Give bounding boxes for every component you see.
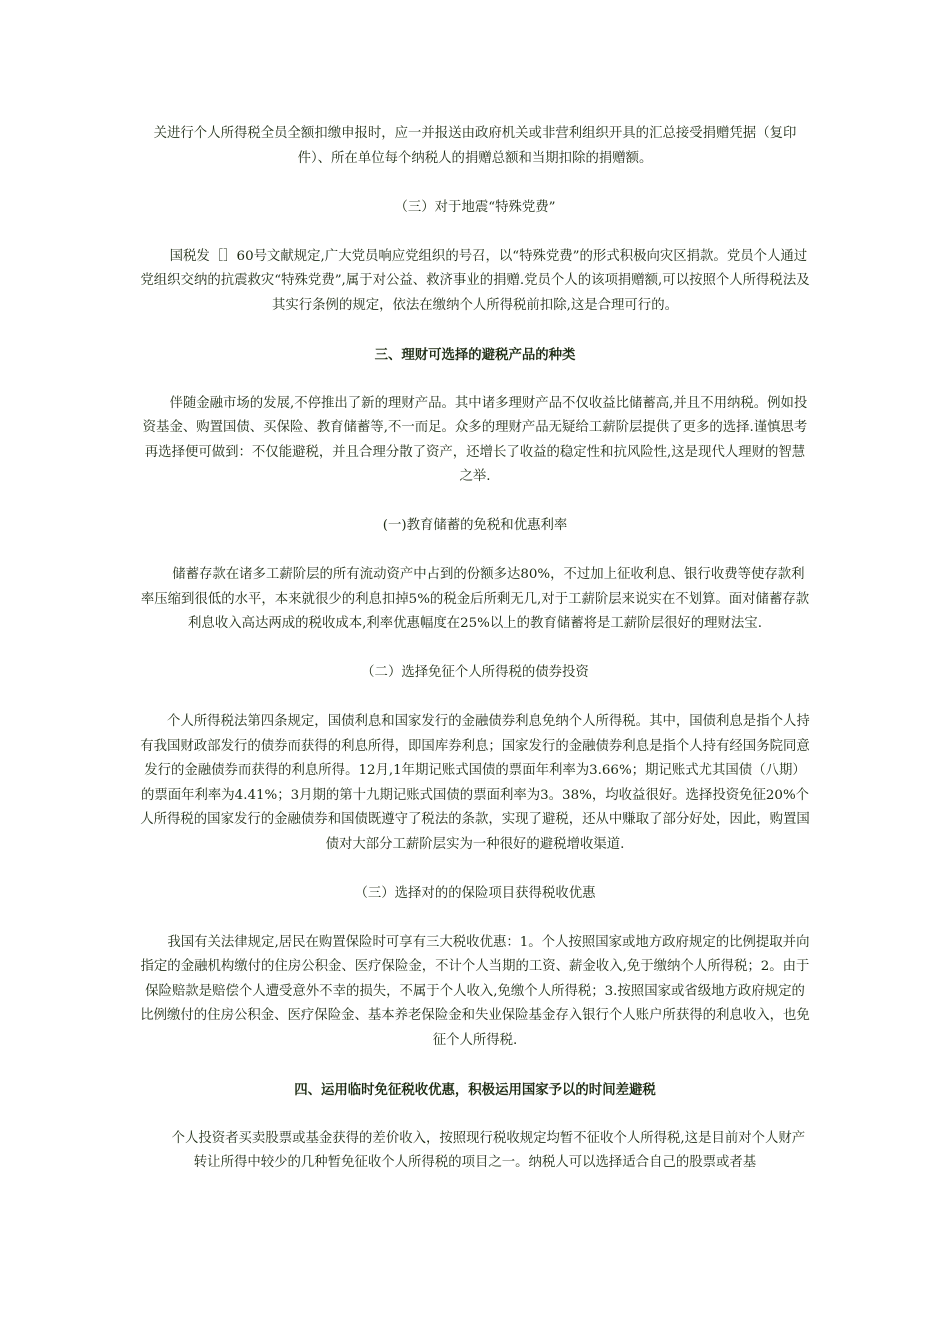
- subheading-education-savings: (一)教育储蓄的免税和优惠利率: [382, 518, 568, 533]
- paragraph-donation-report: 关进行个人所得税全员全额扣缴申报时，应一并报送由政府机关或非营利组织开具的汇总接受捐赠凭据（复印件）、所在单位每个纳税人的捐赠总额和当期扣除的捐赠额。: [153, 126, 797, 166]
- section-heading-3: 三、理财可选择的避税产品的种类: [374, 346, 576, 363]
- paragraph-stock-fund: 个人投资者买卖股票或基金获得的差价收入，按照现行税收规定均暂不征收个人所得税,这是目前对个人财产转让所得中较少的几种暂免征收个人所得税的项目之一。纳税人可以选择适合自己的股票或者基: [171, 1130, 806, 1170]
- document-page: [140, 122, 810, 1176]
- subheading-special-party-fee: （三）对于地震“特殊党费”: [394, 199, 556, 215]
- subheading-bond-investment: （二）选择免征个人所得税的债券投资: [361, 665, 589, 680]
- subheading-insurance: （三）选择对的的保险项目获得税收优惠: [354, 885, 596, 901]
- paragraph-special-party-fee: 国税发［］60号文献规定,广大党员响应党组织的号召，以“特殊党费”的形式积极向灾区捐款。党员个人通过党组织交纳的抗震救灾“特殊党费”,属于对公益、救济事业的捐赠.党员个人的该项捐赠额,可以按照个人所得税法及其实行条例的规定，依法在缴纳个人所得税前扣除,这是合理可行的。: [140, 248, 810, 313]
- paragraph-bond-investment: 个人所得税法第四条规定，国债利息和国家发行的金融债券利息免纳个人所得税。其中，国债利息是指个人持有我国财政部发行的债券而获得的利息所得，即国库券利息；国家发行的金融债券利息是指个人持有经国务院同意发行的金融债券而获得的利息所得。12月,1年期记账式国债的票面年利率为3.66%；期记账式尤其国债（八期）的票面年利率为4.41%；3月期的第十九期记账式国债的票面利率为3。38%，均收益很好。选择投资免征20%个人所得税的国家发行的金融债券和国债既遵守了税法的条款，实现了避税，还从中赚取了部分好处，因此，购置国债对大部分工薪阶层实为一种很好的避税增收渠道.: [140, 714, 810, 852]
- paragraph-insurance: 我国有关法律规定,居民在购置保险时可享有三大税收优惠：1。个人按照国家或地方政府规定的比例提取并向指定的金融机构缴付的住房公积金、医疗保险金，不计个人当期的工资、薪金收入,免于缴纳个人所得税；2。由于保险赔款是赔偿个人遭受意外不幸的损失，不属于个人收入,免缴个人所得税；3.按照国家或省级地方政府规定的比例缴付的住房公积金、医疗保险金、基本养老保险金和失业保险基金存入银行个人账户所获得的利息收入，也免征个人所得税.: [140, 934, 810, 1048]
- paragraph-education-savings: 储蓄存款在诸多工薪阶层的所有流动资产中占到的份额多达80%，不过加上征收利息、银行收费等使存款利率压缩到很低的水平，本来就很少的利息扣掉5%的税金后所剩无几,对于工薪阶层来说实在不划算。面对储蓄存款利息收入高达两成的税收成本,利率优惠幅度在25%以上的教育储蓄将是工薪阶层很好的理财法宝.: [140, 567, 810, 631]
- paragraph-financial-products: 伴随金融市场的发展,不停推出了新的理财产品。其中诸多理财产品不仅收益比储蓄高,并且不用纳税。例如投资基金、购置国债、买保险、教育储蓄等,不一而足。众多的理财产品无疑给工薪阶层提供了更多的选择.谨慎思考再选择便可做到：不仅能避税，并且合理分散了资产，还增长了收益的稳定性和抗风险性,这是现代人理财的智慧之举.: [142, 395, 808, 484]
- section-heading-4: 四、运用临时免征税收优惠，积极运用国家予以的时间差避税: [294, 1081, 656, 1098]
